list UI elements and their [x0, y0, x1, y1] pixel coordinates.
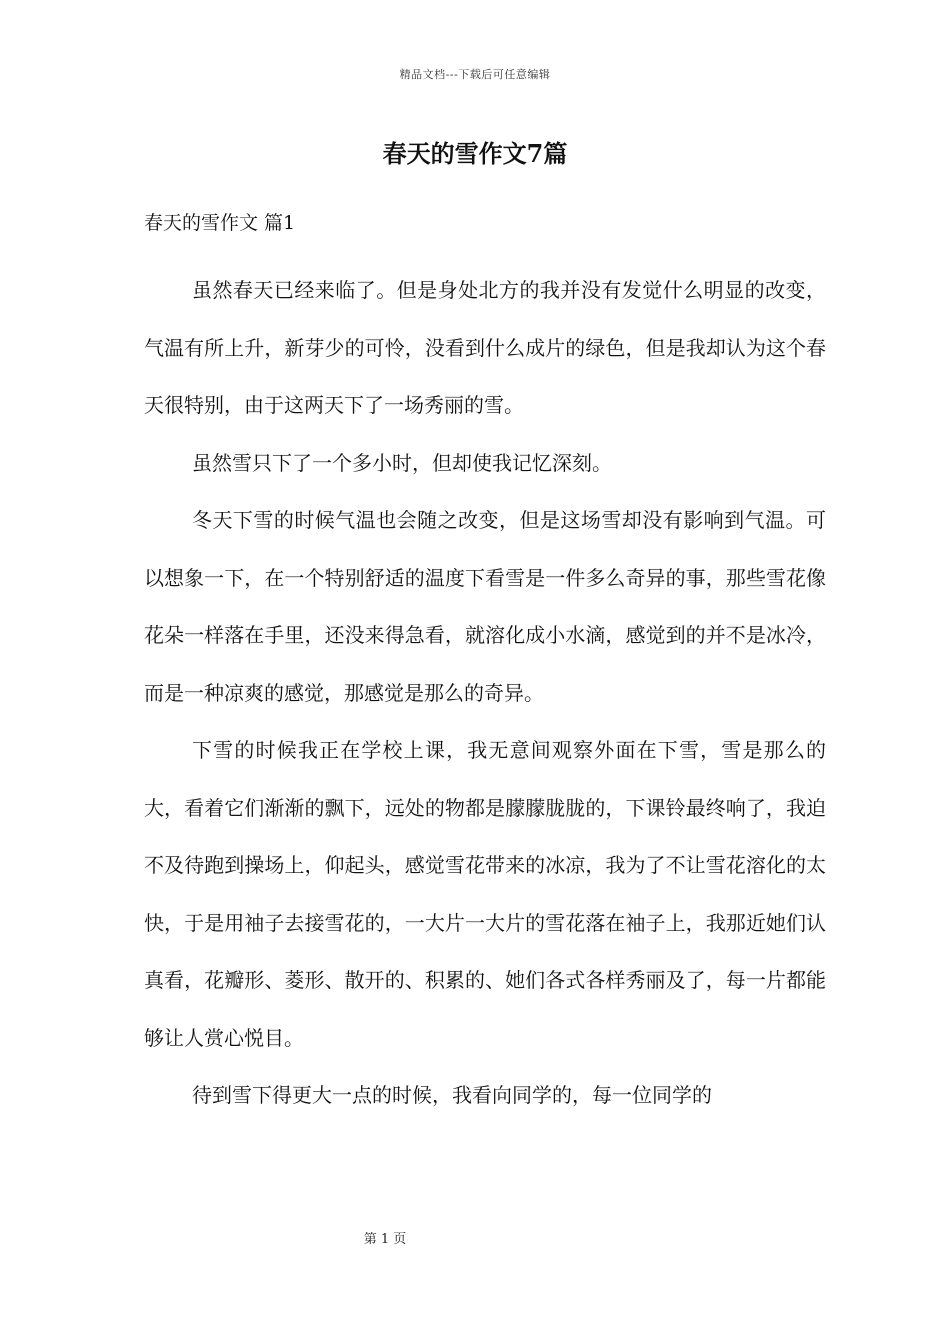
paragraph-5: 待到雪下得更大一点的时候，我看向同学的，每一位同学的 [192, 1083, 712, 1107]
paragraph-3: 冬天下雪的时候气温也会随之改变，但是这场雪却没有影响到气温。可以想象一下，在一个特别舒适的温度下看雪是一件多么奇异的事，那些雪花像花朵一样落在手里，还没来得急看，就溶化成小水滴，感觉到的并不是冰冷，而是一种凉爽的感觉，那感觉是那么的奇异。 [144, 508, 826, 705]
section-heading: 春天的雪作文 篇1 [144, 212, 296, 234]
paragraph-1: 虽然春天已经来临了。但是身处北方的我并没有发觉什么明显的改变，气温有所上升，新芽少的可怜，没看到什么成片的绿色，但是我却认为这个春天很特别，由于这两天下了一场秀丽的雪。 [144, 278, 826, 417]
essay-body [144, 262, 826, 1125]
page-number: 第 1 页 [363, 1232, 407, 1247]
header-note: 精品文档---下载后可任意编辑 [399, 68, 551, 81]
paragraph-4: 下雪的时候我正在学校上课，我无意间观察外面在下雪，雪是那么的大，看着它们渐渐的飘下，远处的物都是朦朦胧胧的，下课铃最终响了，我迫不及待跑到操场上，仰起头，感觉雪花带来的冰凉，我为了不让雪花溶化的太快，于是用袖子去接雪花的，一大片一大片的雪花落在袖子上，我那近她们认真看，花瓣形、菱形、散开的、积累的、她们各式各样秀丽及了，每一片都能够让人赏心悦目。 [144, 738, 826, 1050]
paragraph-2: 虽然雪只下了一个多小时，但却使我记忆深刻。 [192, 450, 612, 475]
document-title: 春天的雪作文7篇 [382, 139, 568, 168]
